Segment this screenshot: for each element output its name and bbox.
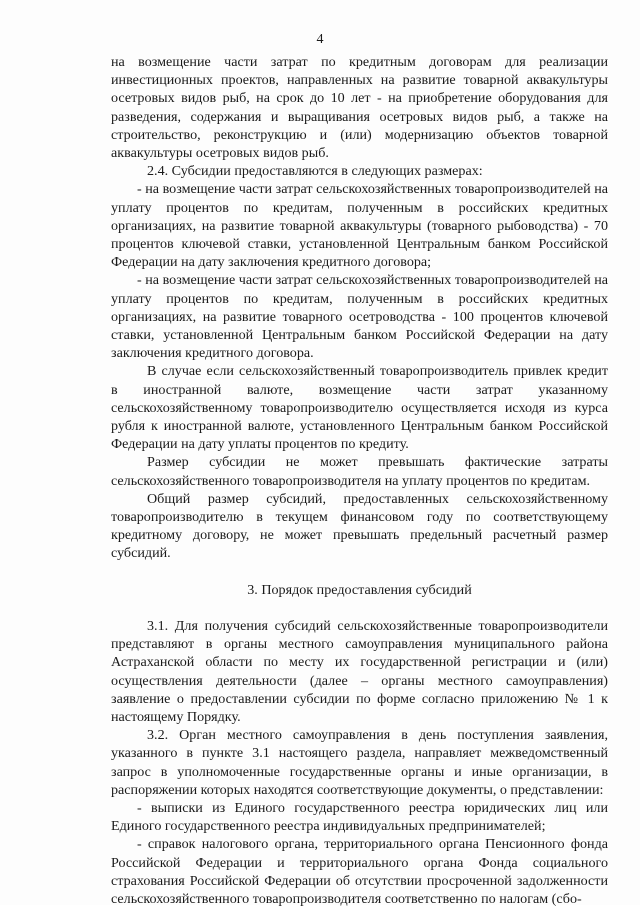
document-body [111,53,608,908]
clause-2-4-heading: 2.4. Субсидии предоставляются в следующих размерах: [147,163,483,180]
paragraph-subsidy-limit: Размер субсидии не может превышать фактические затраты сельскохозяйственного товаропроизводителя на уплату процентов по кредитам. [111,454,608,489]
paragraph-continuation: на возмещение части затрат по кредитным договорам для реализации инвестиционных проектов, направленных на развитие товарной аквакультуры осетровых видов рыб, на срок до 10 лет - на приобретение оборудования для разведения, содержания и выращивания осетровых видов рыб, а также на строительство, реконструкцию и (или) модернизацию объектов товарной аквакультуры осетровых видов рыб. [111,54,608,162]
list-item-registry-extract: - выписки из Единого государственного реестра юридических лиц или Единого государственного реестра индивидуальных предпринимателей; [111,799,608,835]
section-3-heading: 3. Порядок предоставления субсидий [247,581,472,598]
clause-3-1: 3.1. Для получения субсидий сельскохозяйственные товаропроизводители представляют в органы местного самоуправления муниципального района Астраханской области по месту их государственной регистрации и (или) осуществления деятельности (далее – органы местного самоуправления) заявление о предоставлении субсидии по форме согласно приложению № 1 к настоящему Порядку. [111,617,608,725]
page-number: 4 [316,32,324,47]
list-item-aquaculture-rate: - на возмещение части затрат сельскохозяйственных товаропроизводителей на уплату процентов по кредитам, полученным в российских кредитных организациях, на развитие товарной аквакультуры (товарного рыбоводства) - 70 процентов ключевой ставки, установленной Центральным банком Российской Федерации на дату заключения кредитного договора; [111,181,608,271]
list-item-tax-certificates: - справок налогового органа, территориального органа Пенсионного фонда Российской Федерации и территориального органа Фонда социального страхования Российской Федерации об отсутствии просроченной задолженности сельскохозяйственного товаропроизводителя соответственно по налогам (сбо- [111,836,608,907]
paragraph-foreign-currency: В случае если сельскохозяйственный товаропроизводитель привлек кредит в иностранной валюте, возмещение части затрат указанному сельскохозяйственному товаропроизводителю осуществляется исходя из курса рубля к иностранной валюте, установленного Центральным банком Российской Федерации на дату уплаты процентов по кредиту. [111,363,608,453]
list-item-sturgeon-rate: - на возмещение части затрат сельскохозяйственных товаропроизводителей на уплату процентов по кредитам, полученным в российских кредитных организациях, на развитие товарного осетроводства - 100 процентов ключевой ставки, установленной Центральным банком Российской Федерации на дату заключения кредитного договора. [111,272,608,362]
clause-3-2: 3.2. Орган местного самоуправления в день поступления заявления, указанного в пункте 3.1 настоящего раздела, направляет межведомственный запрос в уполномоченные государственные органы и иные организации, в распоряжении которых находятся соответствующие документы, о представлении: [111,727,608,798]
paragraph-total-subsidy: Общий размер субсидий, предоставленных сельскохозяйственному товаропроизводителю в текущем финансовом году по соответствующему кредитному договору, не может превышать предельный расчетный размер субсидий. [111,490,608,562]
